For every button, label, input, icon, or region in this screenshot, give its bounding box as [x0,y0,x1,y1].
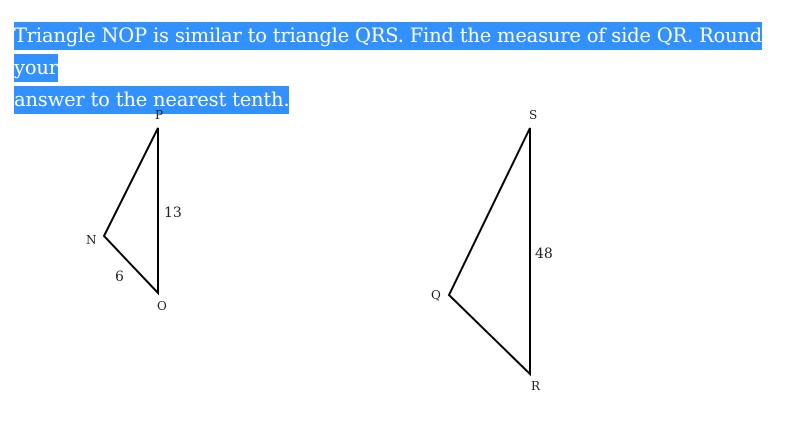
vertex-p-label: P [155,108,164,122]
triangle-qrs-outline [449,128,530,374]
question-line-2: answer to the nearest tenth. [14,86,289,114]
side-po-length: 13 [164,205,182,221]
side-sr-length: 48 [535,246,553,262]
triangle-qrs [431,108,553,393]
vertex-q-label: Q [431,288,441,302]
vertex-o-label: O [157,299,167,313]
triangle-nop [86,108,182,313]
vertex-r-label: R [531,379,541,393]
vertex-n-label: N [86,233,97,247]
question-line-1: Triangle NOP is similar to triangle QRS. Find the measure of side QR. Round your [14,22,762,82]
vertex-s-label: S [529,108,538,122]
triangle-nop-outline [104,128,158,293]
side-no-length: 6 [115,269,124,285]
